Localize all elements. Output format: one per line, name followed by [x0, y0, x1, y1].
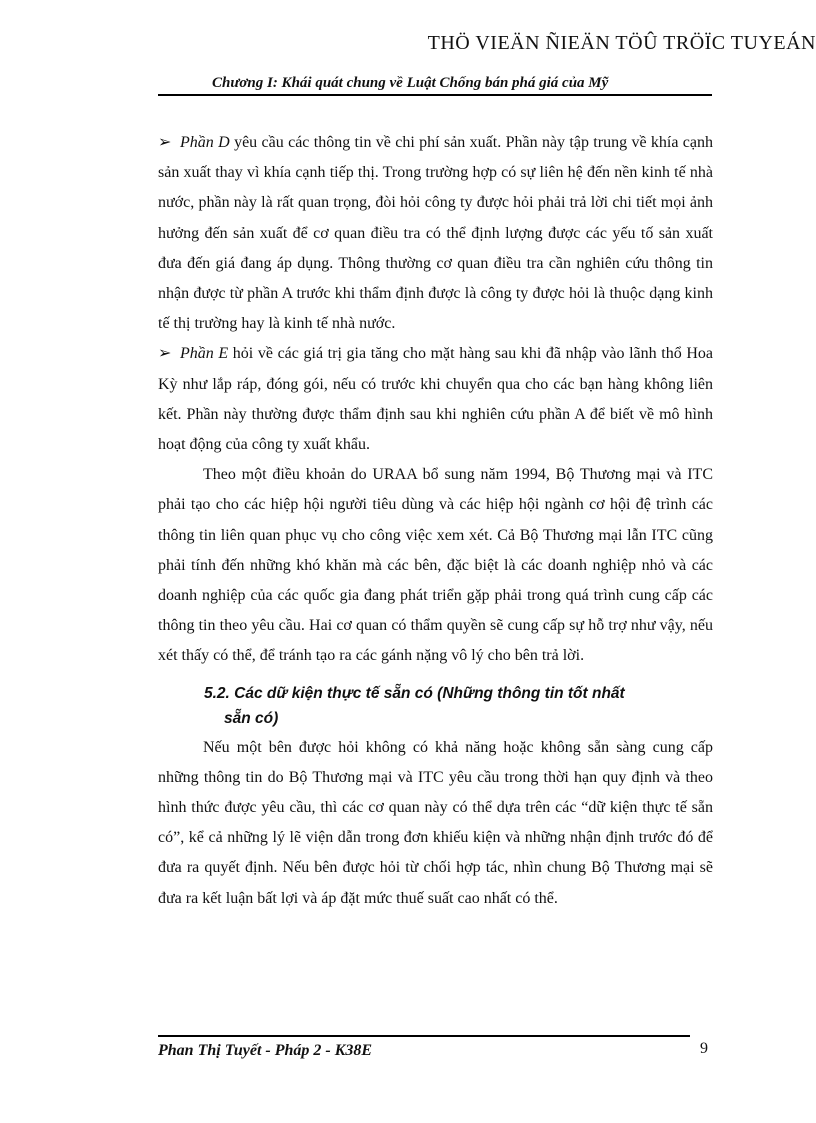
footer-author: Phan Thị Tuyết - Pháp 2 - K38E: [158, 1042, 373, 1059]
paragraph-facts-available: Nếu một bên được hỏi không có khả năng hoặc không sẵn sàng cung cấp những thông tin do Bộ Thương mại và ITC yêu cầu trong thời hạn quy định và theo hình thức được yêu cầu, thì các cơ quan này có thể dựa trên các “dữ kiện thực tế sẵn có”, kể cả những lý lẽ viện dẫn trong đơn khiếu kiện và những nhận định trước đó để đưa ra quyết định. Nếu bên được hỏi từ chối hợp tác, nhìn chung Bộ Thương mại sẽ đưa ra kết luận bất lợi và áp đặt mức thuế suất cao nhất có thể.: [158, 738, 713, 907]
section-heading-5-2: [158, 681, 713, 731]
header-divider: [158, 94, 712, 96]
section-heading-line1: 5.2. Các dữ kiện thực tế sẵn có (Những thông tin tốt nhất: [204, 684, 625, 702]
footer-divider: [158, 1035, 690, 1037]
page-number: 9: [700, 1040, 708, 1057]
paragraph-part-e: [158, 339, 713, 460]
section-heading-line2: sẵn có): [224, 709, 279, 727]
chapter-title: Chương I: Khái quát chung về Luật Chống bán phá giá của Mỹ: [212, 75, 609, 91]
paragraph-part-d: [158, 128, 713, 339]
part-e-text: hỏi về các giá trị gia tăng cho mặt hàng sau khi đã nhập vào lãnh thổ Hoa Kỳ như lắp ráp, đóng gói, nếu có trước khi chuyển qua cho các bạn hàng không liên kết. Phần này thường được thẩm định sau khi nghiên cứu phần A để biết về mô hình hoạt động của công ty xuất khẩu.: [158, 345, 713, 454]
watermark-text: THÖ VIEÄN ÑIEÄN TÖÛ TRÖÏC TUYEÁN: [427, 32, 816, 54]
page-body: [158, 128, 713, 914]
paragraph-uraa: Theo một điều khoản do URAA bổ sung năm 1994, Bộ Thương mại và ITC phải tạo cho các hiệp hội người tiêu dùng và các hiệp hội ngành cơ hội đệ trình các thông tin liên quan phục vụ cho công việc xem xét. Cả Bộ Thương mại lẫn ITC cũng phải tính đến những khó khăn mà các bên, đặc biệt là các doanh nghiệp nhỏ và các doanh nghiệp của các quốc gia đang phát triển gặp phải trong quá trình cung cấp các thông tin theo yêu cầu. Hai cơ quan có thẩm quyền sẽ cung cấp sự hỗ trợ như vậy, nếu xét thấy có thể, để tránh tạo ra các gánh nặng vô lý cho bên trả lời.: [158, 466, 713, 665]
bullet-arrow-icon: ➢: [158, 134, 172, 151]
part-d-label: Phần D: [180, 134, 230, 151]
part-d-text: yêu cầu các thông tin về chi phí sản xuất. Phần này tập trung về khía cạnh sản xuất thay vì khía cạnh tiếp thị. Trong trường hợp có sự liên hệ đến nền kinh tế nhà nước, phần này là rất quan trọng, đòi hỏi công ty được hỏi phải trả lời chi tiết mọi ảnh hưởng đến sản xuất để cơ quan điều tra có thể định lượng được các yếu tố sản xuất đưa đến giá đang áp dụng. Thông thường cơ quan điều tra cần nghiên cứu thông tin nhận được từ phần A trước khi thẩm định được là công ty được hỏi là thuộc dạng kinh tế thị trường hay là kinh tế nhà nước.: [158, 134, 714, 333]
bullet-arrow-icon: ➢: [158, 345, 172, 363]
part-e-label: Phần E: [180, 345, 229, 363]
